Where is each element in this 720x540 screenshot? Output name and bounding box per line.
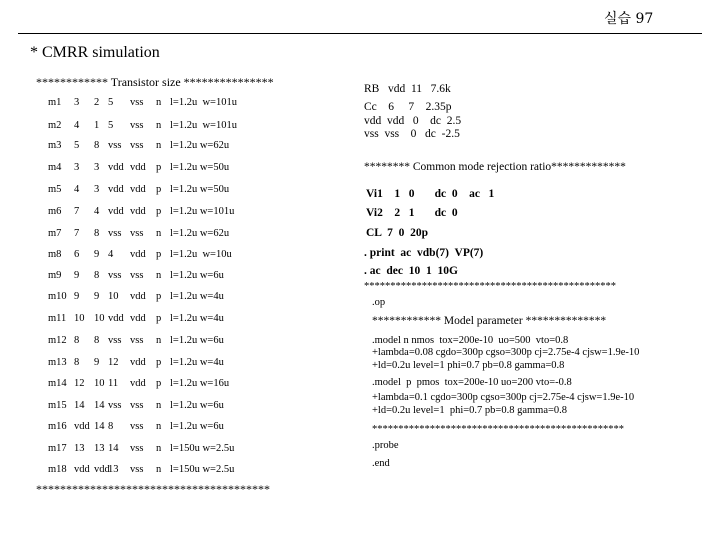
transistor-n4: vss [130, 97, 144, 108]
transistor-n3: vdd [108, 206, 124, 217]
transistor-n4: vdd [130, 249, 146, 260]
transistor-n2: 1 [94, 120, 100, 131]
transistor-name: m11 [48, 313, 67, 324]
transistor-type: p [156, 378, 162, 389]
transistor-type: n [156, 228, 162, 239]
model-line: +lambda=0.08 cgdo=300p cgso=300p cj=2.75e-4 cjsw=1.9e-10 [372, 347, 640, 358]
transistor-type: n [156, 421, 162, 432]
op-line: .op [372, 297, 386, 308]
page-title: * CMRR simulation [30, 44, 160, 61]
transistor-n4: vss [130, 464, 144, 475]
transistor-name: m4 [48, 162, 62, 173]
transistor-dims: l=1.2u w=6u [170, 400, 224, 411]
transistor-type: n [156, 464, 162, 475]
transistor-n2: 2 [94, 97, 100, 108]
transistor-n2: 9 [94, 291, 100, 302]
transistor-dims: l=1.2u w=62u [170, 140, 230, 151]
transistor-n2: 8 [94, 228, 100, 239]
transistor-n2: 14 [94, 400, 105, 411]
transistor-type: n [156, 400, 162, 411]
transistor-n2: 8 [94, 140, 100, 151]
transistor-n3: 13 [108, 464, 119, 475]
transistor-n2: 9 [94, 249, 100, 260]
transistor-type: n [156, 140, 162, 151]
stars-mid: ************************************************ [364, 281, 616, 292]
ac-line: . ac dec 10 1 10G [364, 265, 458, 277]
transistor-n3: vss [108, 335, 122, 346]
transistor-n3: 8 [108, 421, 114, 432]
transistor-dims: l=1.2u w=101u [170, 120, 237, 131]
transistor-dims: l=1.2u w=4u [170, 291, 224, 302]
transistor-name: m18 [48, 464, 67, 475]
transistor-footer-stars: *************************************** [36, 482, 270, 496]
transistor-name: m3 [48, 140, 62, 151]
transistor-n3: 4 [108, 249, 114, 260]
passive-line: vdd vdd 0 dc 2.5 [364, 115, 462, 127]
transistor-type: p [156, 162, 162, 173]
transistor-n2: 8 [94, 270, 100, 281]
transistor-n4: vss [130, 140, 144, 151]
transistor-n1: 4 [74, 184, 80, 195]
source-line: Vi2 2 1 dc 0 [366, 207, 458, 219]
transistor-n1: 5 [74, 140, 80, 151]
transistor-n4: vss [130, 335, 144, 346]
transistor-type: p [156, 313, 162, 324]
transistor-name: m6 [48, 206, 62, 217]
model-parameter-header: ************ Model parameter ************** [372, 315, 607, 327]
transistor-n1: 12 [74, 378, 85, 389]
transistor-dims: l=150u w=2.5u [170, 464, 235, 475]
model-line: .model n nmos tox=200e-10 uo=500 vto=0.8 [372, 335, 569, 346]
transistor-name: m10 [48, 291, 67, 302]
transistor-n2: 13 [94, 443, 105, 454]
cmrr-header: ******** Common mode rejection ratio************* [364, 161, 626, 173]
transistor-n3: 10 [108, 291, 119, 302]
transistor-name: m17 [48, 443, 67, 454]
transistor-n4: vdd [130, 313, 146, 324]
header-rule [18, 33, 702, 34]
transistor-n1: 4 [74, 120, 80, 131]
transistor-dims: l=1.2u w=101u [170, 206, 235, 217]
transistor-n3: vdd [108, 162, 124, 173]
transistor-n1: 9 [74, 291, 80, 302]
transistor-dims: l=1.2u w=50u [170, 184, 230, 195]
transistor-n4: vdd [130, 184, 146, 195]
transistor-name: m16 [48, 421, 67, 432]
probe-line: .probe [372, 440, 399, 451]
transistor-n1: 7 [74, 206, 80, 217]
transistor-type: n [156, 443, 162, 454]
transistor-name: m13 [48, 357, 67, 368]
model-line: +ld=0.2u level=1 phi=0.7 pb=0.8 gamma=0.8 [372, 405, 568, 416]
transistor-type: n [156, 97, 162, 108]
transistor-n3: 5 [108, 97, 114, 108]
transistor-n1: 8 [74, 335, 80, 346]
load-capacitor-line: CL 7 0 20p [366, 227, 428, 239]
print-line: . print ac vdb(7) VP(7) [364, 247, 484, 259]
transistor-n4: vss [130, 421, 144, 432]
model-line: +lambda=0.1 cgdo=300p cgso=300p cj=2.75e-4 cjsw=1.9e-10 [372, 392, 635, 403]
transistor-n4: vss [130, 270, 144, 281]
transistor-n1: vdd [74, 421, 90, 432]
stars-end: ************************************************ [372, 424, 624, 435]
transistor-dims: l=1.2u w=16u [170, 378, 230, 389]
transistor-n4: vss [130, 443, 144, 454]
transistor-n3: 14 [108, 443, 119, 454]
transistor-n4: vdd [130, 378, 146, 389]
page-label: 실습 97 [604, 11, 654, 27]
transistor-n3: 12 [108, 357, 119, 368]
transistor-n2: 3 [94, 162, 100, 173]
transistor-dims: l=1.2u w=4u [170, 313, 224, 324]
transistor-n3: vss [108, 140, 122, 151]
transistor-n1: vdd [74, 464, 90, 475]
transistor-n2: 10 [94, 313, 105, 324]
passive-line: RB vdd 11 7.6k [364, 83, 451, 95]
transistor-n2: 3 [94, 184, 100, 195]
transistor-dims: l=150u w=2.5u [170, 443, 235, 454]
transistor-n4: vdd [130, 162, 146, 173]
transistor-size-header: ************ Transistor size *************** [36, 75, 274, 89]
transistor-n3: 5 [108, 120, 114, 131]
model-line: .model p pmos tox=200e-10 uo=200 vto=-0.8 [372, 377, 572, 388]
transistor-dims: l=1.2u w=62u [170, 228, 230, 239]
passive-line: vss vss 0 dc -2.5 [364, 128, 460, 140]
transistor-n1: 3 [74, 162, 80, 173]
transistor-n1: 6 [74, 249, 80, 260]
transistor-n4: vdd [130, 291, 146, 302]
transistor-n2: 10 [94, 378, 105, 389]
transistor-n1: 14 [74, 400, 85, 411]
transistor-n1: 8 [74, 357, 80, 368]
transistor-name: m14 [48, 378, 67, 389]
transistor-n2: 8 [94, 335, 100, 346]
transistor-n2: vdd [94, 464, 110, 475]
transistor-type: n [156, 120, 162, 131]
transistor-n1: 7 [74, 228, 80, 239]
transistor-name: m7 [48, 228, 62, 239]
passive-line: Cc 6 7 2.35p [364, 101, 452, 113]
transistor-dims: l=1.2u w=6u [170, 335, 224, 346]
transistor-n3: vss [108, 270, 122, 281]
transistor-n3: 11 [108, 378, 119, 389]
transistor-n1: 3 [74, 97, 80, 108]
transistor-n4: vdd [130, 357, 146, 368]
transistor-n2: 9 [94, 357, 100, 368]
transistor-n2: 4 [94, 206, 100, 217]
transistor-type: n [156, 270, 162, 281]
transistor-name: m2 [48, 120, 62, 131]
transistor-name: m9 [48, 270, 62, 281]
transistor-n1: 13 [74, 443, 85, 454]
model-line: +ld=0.2u level=1 phi=0.7 pb=0.8 gamma=0.8 [372, 360, 565, 371]
transistor-n3: vss [108, 228, 122, 239]
transistor-n3: vdd [108, 184, 124, 195]
transistor-type: p [156, 249, 162, 260]
transistor-n4: vss [130, 228, 144, 239]
transistor-n4: vss [130, 120, 144, 131]
end-line: .end [372, 458, 390, 469]
transistor-dims: l=1.2u w=4u [170, 357, 224, 368]
transistor-type: p [156, 291, 162, 302]
transistor-type: p [156, 206, 162, 217]
transistor-dims: l=1.2u w=6u [170, 421, 224, 432]
transistor-n3: vdd [108, 313, 124, 324]
transistor-name: m5 [48, 184, 62, 195]
transistor-dims: l=1.2u w=50u [170, 162, 230, 173]
transistor-name: m15 [48, 400, 67, 411]
transistor-name: m12 [48, 335, 67, 346]
source-line: Vi1 1 0 dc 0 ac 1 [366, 188, 495, 200]
transistor-n3: vss [108, 400, 122, 411]
transistor-name: m8 [48, 249, 62, 260]
transistor-name: m1 [48, 97, 62, 108]
transistor-type: p [156, 357, 162, 368]
transistor-dims: l=1.2u w=101u [170, 97, 237, 108]
transistor-n4: vss [130, 400, 144, 411]
transistor-type: n [156, 335, 162, 346]
transistor-n1: 10 [74, 313, 85, 324]
transistor-type: p [156, 184, 162, 195]
transistor-dims: l=1.2u w=10u [170, 249, 232, 260]
transistor-n4: vdd [130, 206, 146, 217]
transistor-dims: l=1.2u w=6u [170, 270, 224, 281]
transistor-n2: 14 [94, 421, 105, 432]
transistor-n1: 9 [74, 270, 80, 281]
